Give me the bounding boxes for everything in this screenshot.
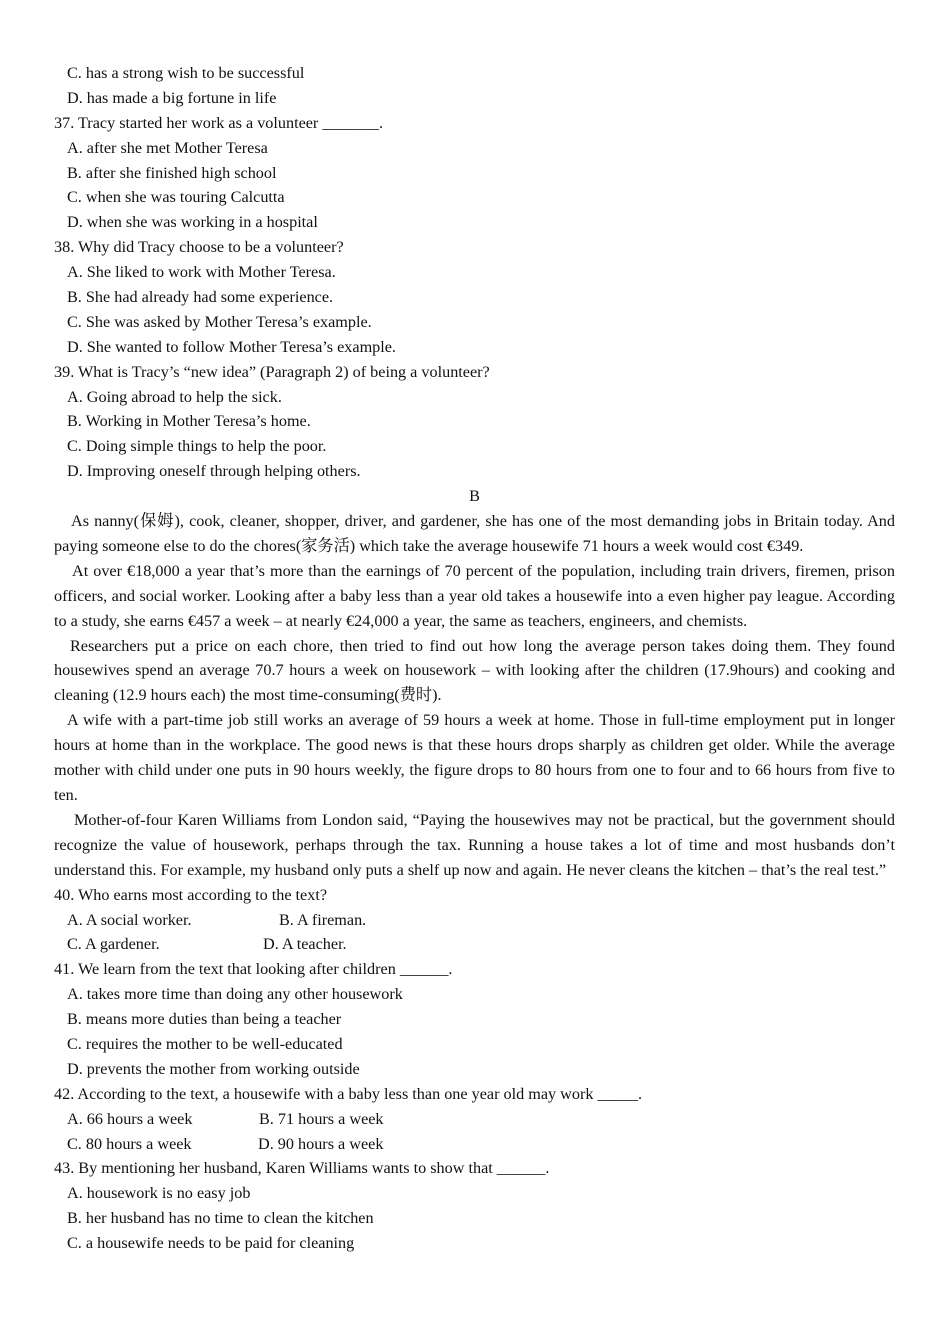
q43-option-c: C. a housewife needs to be paid for cleaning [67, 1234, 355, 1253]
q39-stem: 39. What is Tracy’s “new idea” (Paragraph 2) of being a volunteer? [54, 362, 490, 381]
q40-options-row-1 [54, 908, 895, 933]
q43-option-b: B. her husband has no time to clean the kitchen [67, 1209, 374, 1228]
q41-option-a: A. takes more time than doing any other housework [67, 985, 403, 1004]
q42-option-a: A. 66 hours a week [67, 1109, 193, 1128]
q41-option-b: B. means more duties than being a teacher [67, 1010, 342, 1029]
q40-option-c: C. A gardener. [67, 935, 160, 954]
q42-option-b: B. 71 hours a week [259, 1109, 384, 1128]
q38-option-c: C. She was asked by Mother Teresa’s example. [67, 312, 372, 331]
exam-page [54, 61, 895, 1256]
q42-options-row-1 [54, 1107, 895, 1132]
q39-option-a: A. Going abroad to help the sick. [67, 387, 282, 406]
q41-stem: 41. We learn from the text that looking after children ______. [54, 960, 453, 979]
q38-option-b: B. She had already had some experience. [67, 288, 334, 307]
q37-option-a: A. after she met Mother Teresa [67, 138, 268, 157]
q43-option-a: A. housework is no easy job [67, 1184, 251, 1203]
q37-stem: 37. Tracy started her work as a volunteer _______. [54, 113, 384, 132]
q37-option-c: C. when she was touring Calcutta [67, 188, 285, 207]
q36-option-c: C. has a strong wish to be successful [67, 64, 305, 82]
passage-b-paragraph-1: As nanny(保姆), cook, cleaner, shopper, driver, and gardener, she has one of the most demanding jobs in Britain today. And paying someone else to do the chores(家务活) which take the average housewife 71 hours a week would cost €349. [54, 512, 895, 555]
q41-option-c: C. requires the mother to be well-educated [67, 1034, 343, 1053]
q36-option-d: D. has made a big fortune in life [67, 88, 277, 107]
q43-stem: 43. By mentioning her husband, Karen Williams wants to show that ______. [54, 1159, 550, 1178]
q41-option-d: D. prevents the mother from working outside [67, 1059, 360, 1078]
q40-option-d: D. A teacher. [263, 935, 347, 954]
q38-option-d: D. She wanted to follow Mother Teresa’s example. [67, 337, 396, 356]
q38-stem: 38. Why did Tracy choose to be a volunteer? [54, 238, 344, 257]
q39-option-c: C. Doing simple things to help the poor. [67, 437, 327, 456]
passage-b-title: B [469, 487, 480, 506]
q39-option-b: B. Working in Mother Teresa’s home. [67, 412, 311, 431]
q40-option-a: A. A social worker. [67, 910, 192, 929]
q40-options-row-2 [54, 932, 895, 957]
q39-option-d: D. Improving oneself through helping others. [67, 462, 361, 481]
q42-option-c: C. 80 hours a week [67, 1134, 192, 1153]
q40-option-b: B. A fireman. [279, 910, 367, 929]
q37-option-b: B. after she finished high school [67, 163, 277, 182]
q42-options-row-2 [54, 1132, 895, 1157]
q42-stem: 42. According to the text, a housewife with a baby less than one year old may work _____. [54, 1084, 643, 1103]
passage-b-paragraph-4: A wife with a part-time job still works an average of 59 hours a week at home. Those in full-time employment put in longer hours at home than in the workplace. The good news is that these hours drops sharply as children get older. While the average mother with child under one puts in 90 hours weekly, the figure drops to 80 hours from one to four and to 66 hours from five to ten. [54, 711, 895, 804]
q40-stem: 40. Who earns most according to the text? [54, 885, 328, 904]
passage-b-paragraph-3: Researchers put a price on each chore, then tried to find out how long the average person takes doing them. They found housewives spend an average 70.7 hours a week on housework – with looking after the children (17.9hours) and cooking and cleaning (12.9 hours each) the most time-consuming(费时). [54, 636, 895, 705]
passage-b-paragraph-5: Mother-of-four Karen Williams from London said, “Paying the housewives may not be practical, but the government should recognize the value of housework, perhaps through the tax. Running a house takes a lot of time and most husbands don’t understand this. For example, my husband only puts a shelf up now and again. He never cleans the kitchen – that’s the real test.” [54, 810, 895, 879]
passage-b-paragraph-2: At over €18,000 a year that’s more than the earnings of 70 percent of the population, including train drivers, firemen, prison officers, and social worker. Looking after a baby less than a year old takes a housewife into a even higher pay league. According to a study, she earns €457 a week – at nearly €24,000 a year, the same as teachers, engineers, and chemists. [54, 561, 895, 630]
q42-option-d: D. 90 hours a week [258, 1134, 384, 1153]
q37-option-d: D. when she was working in a hospital [67, 213, 318, 232]
q38-option-a: A. She liked to work with Mother Teresa. [67, 263, 336, 282]
